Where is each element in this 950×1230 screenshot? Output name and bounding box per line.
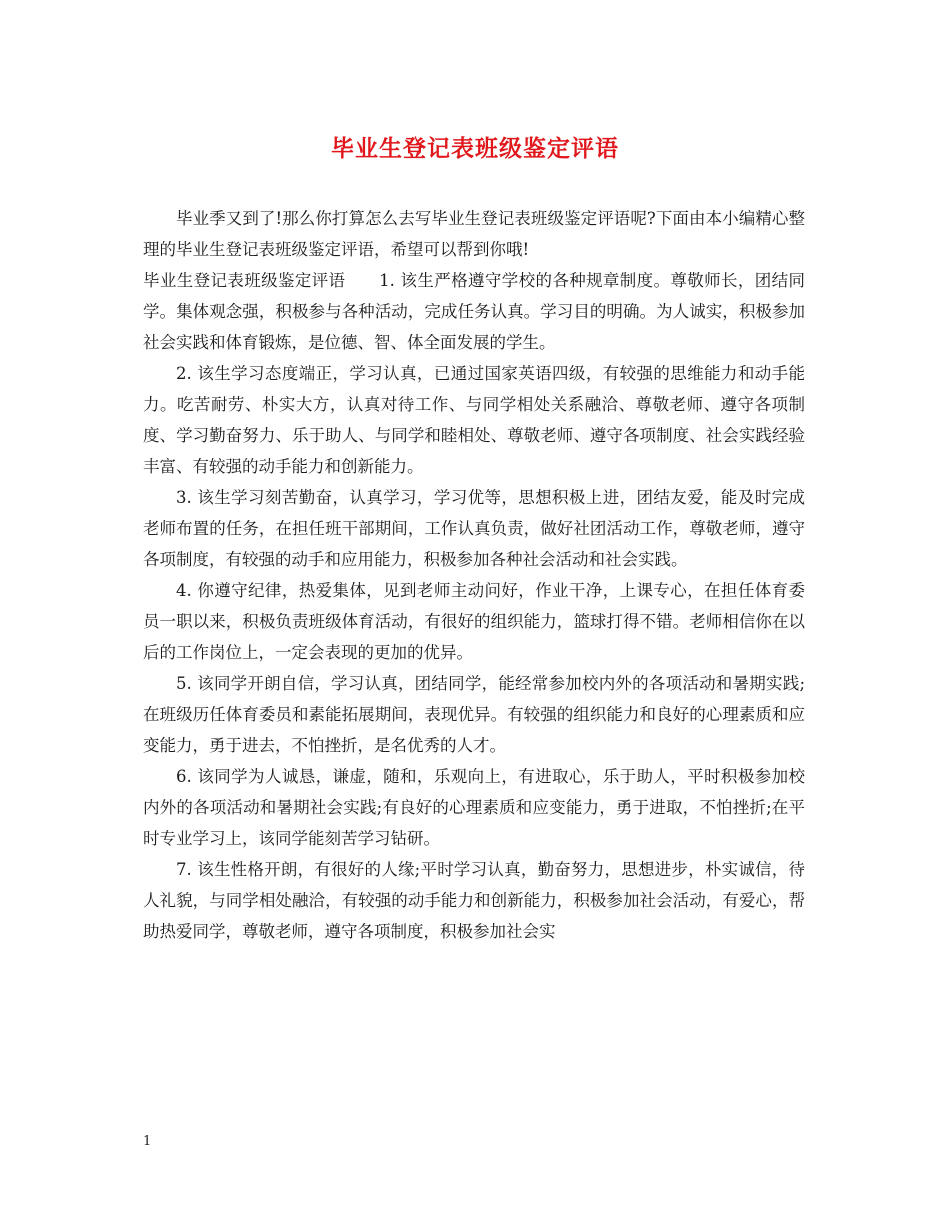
- paragraph-7: 7. 该生性格开朗，有很好的人缘;平时学习认真，勤奋努力，思想进步，朴实诚信，待人礼貌，与同学相处融洽，有较强的动手能力和创新能力，积极参加社会活动，有爱心，帮助热爱同学，尊敬老师，遵守各项制度，积极参加社会实: [143, 860, 805, 941]
- paragraph-4: 4. 你遵守纪律，热爱集体，见到老师主动问好，作业干净，上课专心，在担任体育委员一职以来，积极负责班级体育活动，有很好的组织能力，篮球打得不错。老师相信你在以后的工作岗位上，一定会表现的更加的优异。: [143, 581, 805, 662]
- paragraph-2: 2. 该生学习态度端正，学习认真，已通过国家英语四级，有较强的思维能力和动手能力。吃苦耐劳、朴实大方，认真对待工作、与同学相处关系融洽、尊敬老师、遵守各项制度、学习勤奋努力、乐于助人、与同学和睦相处、尊敬老师、遵守各项制度、社会实践经验丰富、有较强的动手能力和创新能力。: [143, 364, 805, 476]
- paragraph-1: 毕业生登记表班级鉴定评语 1. 该生严格遵守学校的各种规章制度。尊敬师长，团结同学。集体观念强，积极参与各种活动，完成任务认真。学习目的明确。为人诚实，积极参加社会实践和体育锻炼，是位德、智、体全面发展的学生。: [143, 271, 805, 352]
- paragraph-3: 3. 该生学习刻苦勤奋，认真学习，学习优等，思想积极上进，团结友爱，能及时完成老师布置的任务，在担任班干部期间，工作认真负责，做好社团活动工作，尊敬老师，遵守各项制度，有较强的动手和应用能力，积极参加各种社会活动和社会实践。: [143, 488, 805, 569]
- page-number: 1: [143, 1134, 152, 1149]
- document-title: 毕业生登记表班级鉴定评语: [331, 135, 619, 162]
- paragraph-6: 6. 该同学为人诚恳，谦虚，随和，乐观向上，有进取心，乐于助人，平时积极参加校内外的各项活动和暑期社会实践;有良好的心理素质和应变能力，勇于进取，不怕挫折;在平时专业学习上，该同学能刻苦学习钻研。: [143, 767, 805, 848]
- paragraph-intro: 毕业季又到了!那么你打算怎么去写毕业生登记表班级鉴定评语呢?下面由本小编精心整理的毕业生登记表班级鉴定评语，希望可以帮到你哦!: [143, 209, 805, 259]
- paragraph-5: 5. 该同学开朗自信，学习认真，团结同学，能经常参加校内外的各项活动和暑期实践;在班级历任体育委员和素能拓展期间，表现优异。有较强的组织能力和良好的心理素质和应变能力，勇于进去，不怕挫折，是名优秀的人才。: [143, 674, 805, 755]
- document-body: [143, 203, 805, 947]
